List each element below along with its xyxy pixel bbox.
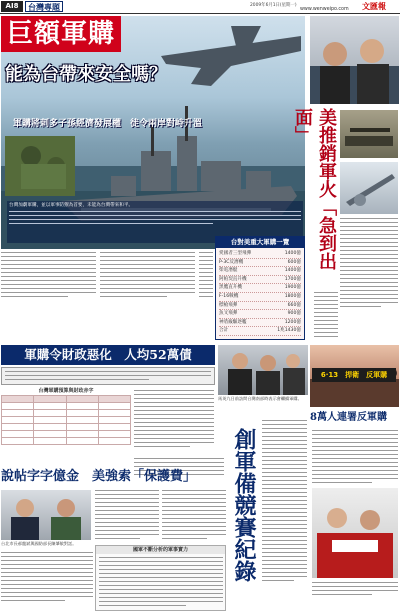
right-middle-body — [312, 430, 398, 486]
missile-icon — [340, 162, 398, 214]
bottom-left-photo-caption: 台北市長郝龍斌與國防部長陳肇敏對話。 — [1, 541, 77, 546]
protest-banner: 6·13 捍衛 反軍購 — [312, 368, 396, 382]
arms-item: 黑鷹直升機 — [219, 285, 242, 291]
arms-item: 愛國者三型飛彈 — [219, 251, 252, 256]
cannon-icon — [340, 110, 398, 158]
bottom-left-headline: 說帖字字億金 美強索「保護費」 — [1, 469, 197, 484]
masthead-logo: 文匯報 — [362, 1, 386, 11]
officials-photo — [310, 16, 399, 104]
lead-body-col-2 — [100, 252, 195, 300]
paper-logo: AI8 — [1, 1, 23, 12]
arms-amount: 1200億 — [284, 319, 301, 325]
bottom-left-body-col-3 — [1, 552, 93, 604]
arms-amount: 600億 — [287, 259, 301, 265]
lead-body-col-1 — [1, 252, 96, 300]
bottom-left-body-col-2 — [162, 490, 226, 542]
arms-row — [219, 310, 301, 319]
center-bottom-body-1 — [262, 420, 307, 584]
bottom-right-photo — [312, 488, 398, 578]
officials-meeting-photo — [1, 490, 91, 540]
arms-item: F-16戰機 — [219, 293, 239, 299]
bottom-left-body-col-1 — [95, 490, 159, 542]
bottom-left-photo — [1, 490, 91, 540]
arms-amount: 1900億 — [284, 285, 301, 291]
arms-item: P-3C反潛機 — [219, 259, 244, 265]
right-top-headline: 美推銷軍火「急到出面」 — [292, 108, 337, 270]
arms-row — [219, 302, 301, 311]
arms-item: 標槍飛彈 — [219, 302, 238, 308]
right-top-photo — [310, 16, 399, 104]
weapons-photo-1 — [340, 110, 398, 158]
middle-body-col — [134, 390, 214, 450]
date-line: 2009年6月1日(星期一) — [250, 3, 297, 8]
arms-amount: 1400億 — [284, 268, 301, 274]
lead-headline: 巨額軍購 — [1, 16, 121, 52]
deficit-table-title: 台灣軍購預算與財政赤字 — [38, 388, 94, 394]
bottom-right-body — [312, 582, 398, 598]
lead-deck: 軍購將刺多子孫經濟發展權 徒令兩岸對峙升溫 — [13, 119, 203, 129]
lead-body-col-3 — [199, 252, 213, 300]
protesters-photo — [312, 488, 398, 578]
arms-row — [219, 259, 301, 268]
meeting-photo — [218, 345, 308, 395]
right-top-body — [340, 218, 398, 310]
right-middle-headline: 8萬人連署反軍購 — [310, 412, 387, 423]
arms-amount: 1800億 — [284, 293, 301, 299]
arms-amount: 1兆1430億 — [277, 328, 301, 334]
arms-box-list — [216, 248, 304, 338]
arms-row — [219, 319, 301, 328]
arms-row — [219, 267, 301, 276]
middle-headline: 軍購令財政惡化 人均52萬債 — [1, 345, 215, 365]
deficit-table — [1, 387, 131, 455]
lead-subhead: 能為台帶來安全嗎？ — [5, 64, 167, 85]
arms-box-title: 台對美重大軍購一覽 — [216, 237, 304, 248]
page-header — [0, 0, 400, 14]
deficit-table-grid — [1, 395, 131, 445]
arms-amount: 660億 — [287, 302, 301, 308]
bottom-small-box-title: 國軍不斷分析的軍事實力 — [96, 546, 225, 554]
arms-item: 柴電潛艇 — [219, 268, 238, 274]
arms-row — [219, 276, 301, 285]
lead-caption-text: 台灣加劇軍購，並以軍事防禦為首要，未能為台灣帶來和平。 — [9, 203, 134, 208]
arms-item: 魚叉飛彈 — [219, 311, 238, 317]
arms-amount: 900億 — [287, 311, 301, 317]
arms-amount: 1700億 — [284, 276, 301, 282]
section-title: 台灣專題 — [25, 1, 63, 12]
weapons-photo-2 — [340, 162, 398, 214]
arms-item: 阿帕契直升機 — [219, 276, 247, 282]
center-bottom-headline: 創軍備競賽紀錄 — [231, 428, 257, 582]
arms-item: 神盾級驅逐艦 — [219, 319, 247, 325]
middle-photo — [218, 345, 308, 395]
arms-row — [219, 327, 301, 336]
arms-row — [219, 250, 301, 259]
arms-row — [219, 284, 301, 293]
arms-amount: 1400億 — [284, 251, 301, 256]
arms-row — [219, 293, 301, 302]
middle-photo-caption: 馬英九日前訪問台灣南部時表示會繼續軍購。 — [218, 396, 302, 401]
arms-purchase-box — [215, 236, 305, 340]
website: www.wenweipo.com — [300, 7, 349, 12]
arms-item: 合計 — [219, 328, 229, 334]
bottom-small-box — [95, 545, 226, 611]
right-top-body-2 — [314, 292, 338, 340]
middle-intro-box — [1, 367, 215, 385]
